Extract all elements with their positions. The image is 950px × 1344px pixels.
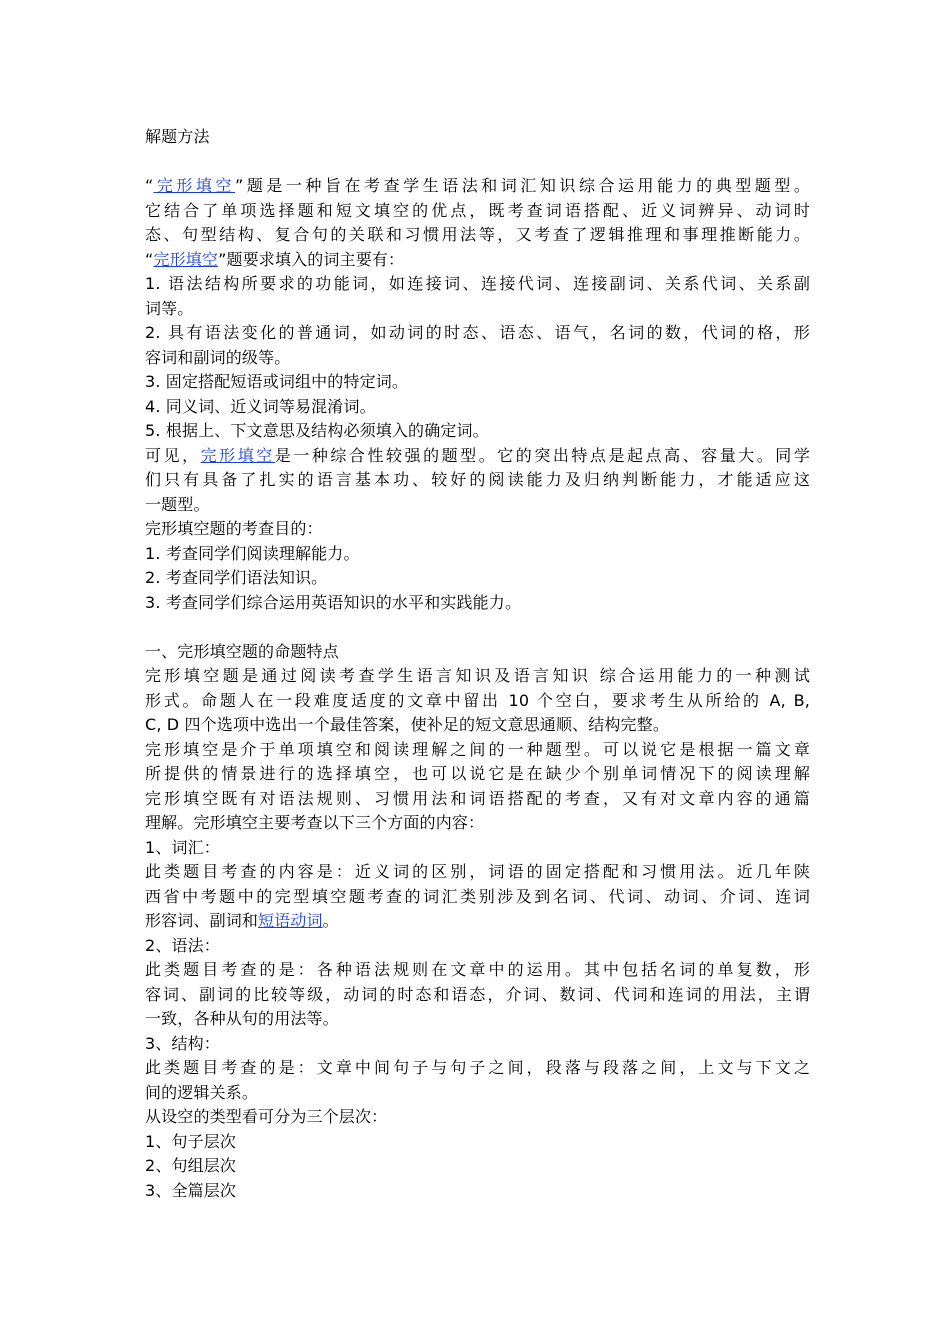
line-text: 。: [322, 911, 339, 930]
text-line: 容词、副词的比较等级，动词的时态和语态，介词、数词、代词和连词的用法，主谓: [145, 984, 810, 1004]
text-line: 2、语法：: [145, 935, 220, 955]
text-line: 2. 具有语法变化的普通词，如动词的时态、语态、语气，名词的数，代词的格，形: [145, 323, 810, 342]
text-line: C, D 四个选项中选出一个最佳答案，使补足的短文意思通顺、结构完整。: [145, 715, 670, 734]
text-line: 词等。: [145, 298, 194, 318]
text-line: 间的逻辑关系。: [145, 1082, 259, 1102]
text-line: 完形填空是介于单项填空和阅读理解之间的一种题型。可以说它是根据一篇文章: [145, 739, 810, 759]
text-line: 一、完形填空题的命题特点: [145, 641, 339, 661]
text-line: 从设空的类型看可分为三个层次：: [145, 1107, 388, 1126]
text-line: 1、词汇：: [145, 837, 220, 857]
line-text: ”题要求填入的词主要有：: [218, 249, 405, 269]
document-page: [145, 125, 810, 1203]
text-line: [145, 248, 810, 273]
text-line: 此类题目考查的是：各种语法规则在文章中的运用。其中包括名词的单复数，形: [145, 960, 810, 979]
text-line: 4. 同义词、近义词等易混淆词。: [145, 396, 376, 416]
text-line: 西省中考题中的完型填空题考查的词汇类别涉及到名词、代词、动词、介词、连词: [145, 886, 810, 906]
text-line: 所提供的情景进行的选择填空，也可以说它是在缺少个别单词情况下的阅读理解: [145, 764, 810, 783]
requirements-list: [145, 272, 810, 444]
text-line: 态、句型结构、复合句的关联和习惯用法等，又考查了逻辑推理和事理推断能力。: [145, 225, 810, 244]
text-line: 容词和副词的级等。: [145, 347, 291, 367]
text-line: 一致，各种从句的用法等。: [145, 1009, 339, 1028]
text-line: [145, 444, 810, 469]
line-text: 是一种综合性较强的题型。它的突出特点是起点高、容量大。同学: [274, 445, 810, 465]
line-text: “: [145, 176, 154, 195]
doc-title: 解题方法: [145, 127, 210, 146]
text-line: 此类题目考查的内容是：近义词的区别，词语的固定搭配和习惯用法。近几年陕: [145, 862, 810, 881]
intro-paragraph: [145, 174, 810, 272]
text-line: 一题型。: [145, 494, 210, 514]
text-line: 此类题目考查的是：文章中间句子与句子之间，段落与段落之间，上文与下文之: [145, 1058, 810, 1077]
text-line: [145, 909, 810, 934]
text-line: 2. 考查同学们语法知识。: [145, 568, 328, 587]
text-line: 1. 语法结构所要求的功能词，如连接词、连接代词、连接副词、关系代词、关系副: [145, 274, 810, 293]
text-line: 1. 考查同学们阅读理解能力。: [145, 543, 360, 563]
line-text: 可见，: [145, 445, 201, 465]
hyperlink[interactable]: 完形填空: [153, 176, 235, 195]
conclusion-paragraph: [145, 444, 810, 616]
hyperlink[interactable]: 短语动词: [258, 911, 323, 930]
text-line: 3. 考查同学们综合运用英语知识的水平和实践能力。: [145, 592, 522, 612]
text-line: 3. 固定搭配短语或词组中的特定词。: [145, 372, 409, 391]
line-text: 形容词、副词和: [145, 911, 259, 930]
spacer: [145, 615, 810, 640]
text-line: 完形填空题是通过阅读考查学生语言知识及语言知识 综合运用能力的一种测试: [145, 666, 810, 685]
section-one: [145, 640, 810, 1204]
text-line: 完形填空既有对语法规则、习惯用法和词语搭配的考查，又有对文章内容的通篇: [145, 788, 810, 808]
spacer: [145, 150, 810, 175]
text-line: [145, 174, 810, 199]
hyperlink[interactable]: 完形填空: [153, 249, 219, 269]
text-line: 2、句组层次: [145, 1156, 237, 1175]
text-line: 3、全篇层次: [145, 1180, 237, 1200]
text-line: 理解。完形填空主要考查以下三个方面的内容：: [145, 813, 485, 832]
text-line: 完形填空题的考查目的：: [145, 519, 323, 538]
text-line: 它结合了单项选择题和短文填空的优点，既考查词语搭配、近义词辨异、动词时: [145, 200, 810, 220]
text-line: 1、句子层次: [145, 1131, 237, 1151]
line-text: “: [145, 249, 154, 269]
text-line: 们只有具备了扎实的语言基本功、较好的阅读能力及归纳判断能力，才能适应这: [145, 470, 810, 489]
text-line: 3、结构：: [145, 1033, 220, 1053]
line-text: ”题是一种旨在考查学生语法和词汇知识综合运用能力的典型题型。: [235, 176, 810, 195]
hyperlink[interactable]: 完形填空: [200, 445, 275, 465]
text-line: 形式。命题人在一段难度适度的文章中留出 10 个空白，要求考生从所给的 A, B,: [145, 690, 810, 710]
text-line: 5. 根据上、下文意思及结构必须填入的确定词。: [145, 421, 489, 440]
